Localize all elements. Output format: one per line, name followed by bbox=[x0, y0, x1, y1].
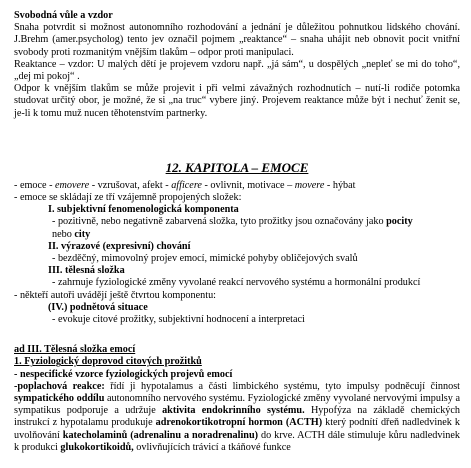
paragraph-reactance-examples: Reaktance – vzdor: U malých dětí je projevem vzdoru např. „já sám“, u dospělých „nepleť se mi do toho“, „dej mi pokoj“ . bbox=[14, 58, 460, 83]
fourth-component-intro: - někteří autoři uvádějí ještě čtvrtou komponentu: bbox=[14, 289, 216, 301]
subheading-nonspecific-patterns: - nespecifické vzorce fyziologických projevů emocí bbox=[14, 368, 233, 380]
paragraph-alarm-reaction: -poplachová reakce: řídí ji hypotalamus a části limbického systému, tyto impulsy podněcují činnost sympatického oddílu autonomního nervového systému. Fyziologické změny vyvolané nervovými impulsy a sympatikus podporuje a udržuje aktivita endokrinního systému. Hypofýza na základě chemických instrukcí z hypotalamu produkuje adrenokortikotropní hormon (ACTH) který podnítí dřeň nadledvinek k uvolňování katecholaminů (adrenalinu a noradrenalinu) do krve. ACTH dále stimuluje kůru nadledvinek k produkci glukokortikoidů, ovlivňujících trávicí a tkáňové funkce bbox=[14, 380, 460, 453]
component-3-title: III. tělesná složka bbox=[48, 265, 125, 277]
component-4-title: (IV.) podnětová situace bbox=[48, 301, 148, 313]
component-2-title: II. výrazové (expresivní) chování bbox=[48, 240, 191, 252]
paragraph-external-pressure: Odpor k vnějším tlakům se může projevit i při velmi závažných rozhodnutích – nutí-li rodiče potomka studovat určitý obor, je možné, že si „na truc“ vybere jiný. Projevem reaktance může být i nechuť ženit se, je-li k tomu muž nucen těhotenstvím partnerky. bbox=[14, 83, 460, 119]
section-heading-bodily-component: ad III. Tělesná složka emocí bbox=[14, 344, 136, 356]
component-3-text: - zahrnuje fyziologické změny vyvolané reakcí nervového systému a hormonální produkcí bbox=[52, 277, 421, 289]
subheading-physiological: 1. Fyziologický doprovod citových prožitků bbox=[14, 356, 202, 368]
section-heading-free-will: Svobodná vůle a vzdor bbox=[14, 10, 113, 21]
emotion-definition-line: - emoce - emovere - vzrušovat, afekt - afficere - ovlivnit, motivace – movere - hýbat bbox=[14, 179, 356, 191]
component-1-text: - pozitivně, nebo negativně zabarvená složka, tyto prožitky jsou označovány jako pocity nebo city bbox=[52, 216, 413, 240]
components-intro: - emoce se skládají ze tří vzájemně propojených složek: bbox=[14, 192, 242, 204]
component-4-text: - evokuje citové prožitky, subjektivní hodnocení a interpretaci bbox=[52, 314, 305, 326]
chapter-title: 12. KAPITOLA – EMOCE bbox=[165, 159, 309, 175]
paragraph-reactance-definition: Snaha potvrdit si možnost autonomního rozhodování a jednání je důležitou pohnutkou lidského chování. J.Brehm (amer.psycholog) tento jev označil pojmem „reaktance“ – snaha uhájit neb obnovit pocit vnitřní svobody proti rozmanitým vnějším tlakům – odpor proti manipulaci. bbox=[14, 22, 460, 58]
component-1-title: I. subjektivní fenomenologická komponenta bbox=[48, 204, 239, 216]
document-page bbox=[14, 10, 460, 454]
component-2-text: - bezděčný, mimovolný projev emocí, mimické pohyby obličejových svalů bbox=[52, 253, 358, 265]
